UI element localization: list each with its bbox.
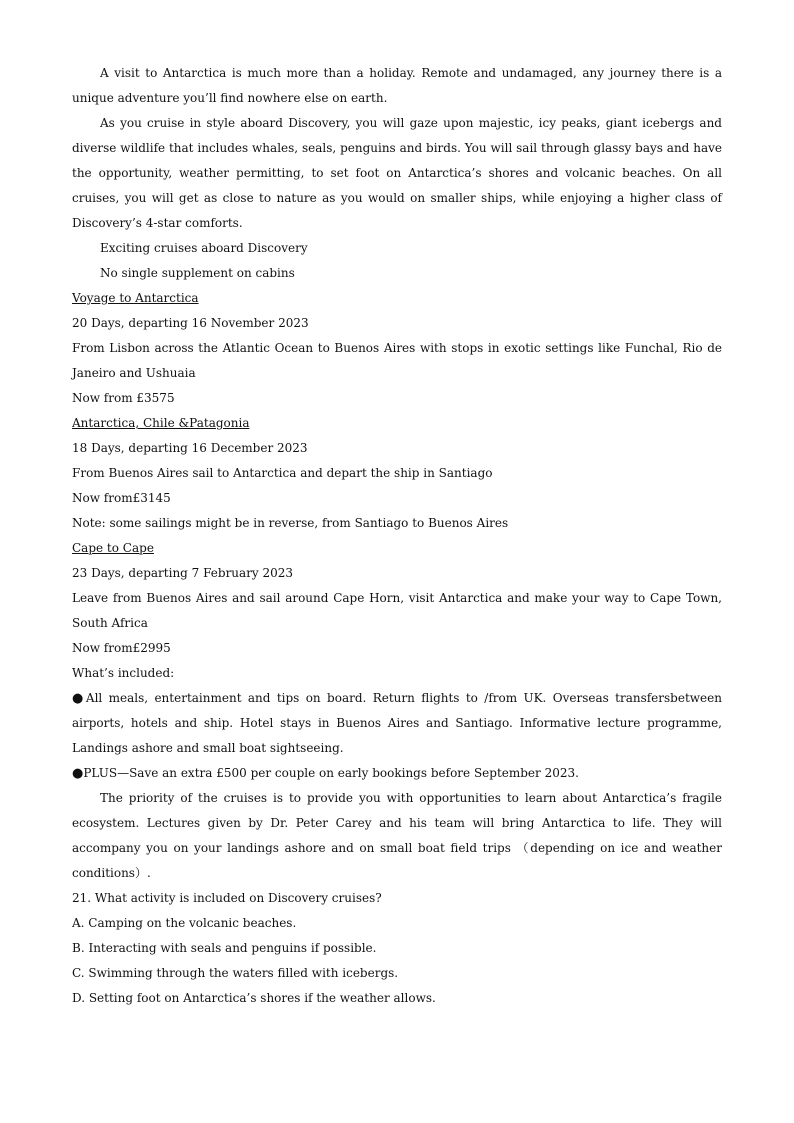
question-option-d: D. Setting foot on Antarctica’s shores if the weather allows. xyxy=(72,991,436,1005)
bullet-text: PLUS—Save an extra £500 per couple on early bookings before September 2023. xyxy=(83,766,579,780)
intro-paragraph-1: A visit to Antarctica is much more than a holiday. Remote and undamaged, any journey there is a unique adventure you’ll find nowhere else on earth. xyxy=(72,66,722,105)
voyage-1 xyxy=(72,286,722,411)
voyage-title: Voyage to Antarctica xyxy=(72,291,199,305)
voyage-description: From Buenos Aires sail to Antarctica and depart the ship in Santiago xyxy=(72,466,493,480)
bullet-dot-icon: ● xyxy=(72,766,84,781)
voyage-note: Note: some sailings might be in reverse, from Santiago to Buenos Aires xyxy=(72,516,509,530)
voyage-2 xyxy=(72,411,722,536)
included-heading: What’s included: xyxy=(72,666,175,680)
closing-paragraph: The priority of the cruises is to provide you with opportunities to learn about Antarctica’s fragile ecosystem. Lectures given by Dr. Peter Carey and his team will bring Antarctica to life. They will accompany you on your landings ashore and on small boat field trips （depending on ice and weather conditions）. xyxy=(72,791,722,880)
voyage-dates: 18 Days, departing 16 December 2023 xyxy=(72,441,308,455)
intro-line-2: No single supplement on cabins xyxy=(100,266,295,280)
voyage-title: Antarctica, Chile &Patagonia xyxy=(72,416,250,430)
bullet-text: All meals, entertainment and tips on board. Return flights to /from UK. Overseas transfersbetween airports, hotels and ship. Hotel stays in Buenos Aires and Santiago. Informative lecture programme, Landings ashore and small boat sightseeing. xyxy=(72,691,722,755)
voyage-description: From Lisbon across the Atlantic Ocean to Buenos Aires with stops in exotic settings like Funchal, Rio de Janeiro and Ushuaia xyxy=(72,341,722,380)
question-option-b: B. Interacting with seals and penguins if possible. xyxy=(72,941,377,955)
voyage-3 xyxy=(72,536,722,661)
voyage-description: Leave from Buenos Aires and sail around Cape Horn, visit Antarctica and make your way to Cape Town, South Africa xyxy=(72,591,722,630)
voyage-price: Now from£2995 xyxy=(72,641,171,655)
voyage-price: Now from£3145 xyxy=(72,491,171,505)
document-page xyxy=(72,61,722,1011)
included-bullet-2 xyxy=(72,761,722,786)
question-option-c: C. Swimming through the waters filled with icebergs. xyxy=(72,966,399,980)
intro-line-1: Exciting cruises aboard Discovery xyxy=(100,241,308,255)
voyage-dates: 23 Days, departing 7 February 2023 xyxy=(72,566,294,580)
voyage-title: Cape to Cape xyxy=(72,541,154,555)
intro-paragraph-2: As you cruise in style aboard Discovery, you will gaze upon majestic, icy peaks, giant icebergs and diverse wildlife that includes whales, seals, penguins and birds. You will sail through glassy bays and have the opportunity, weather permitting, to set foot on Antarctica’s shores and volcanic beaches. On all cruises, you will get as close to nature as you would on smaller ships, while enjoying a higher class of Discovery’s 4-star comforts. xyxy=(72,116,722,230)
included-bullet-1 xyxy=(72,686,722,761)
bullet-dot-icon: ● xyxy=(72,691,86,706)
voyage-price: Now from £3575 xyxy=(72,391,175,405)
question-option-a: A. Camping on the volcanic beaches. xyxy=(72,916,297,930)
question-stem: 21. What activity is included on Discovery cruises? xyxy=(72,891,382,905)
voyage-dates: 20 Days, departing 16 November 2023 xyxy=(72,316,309,330)
